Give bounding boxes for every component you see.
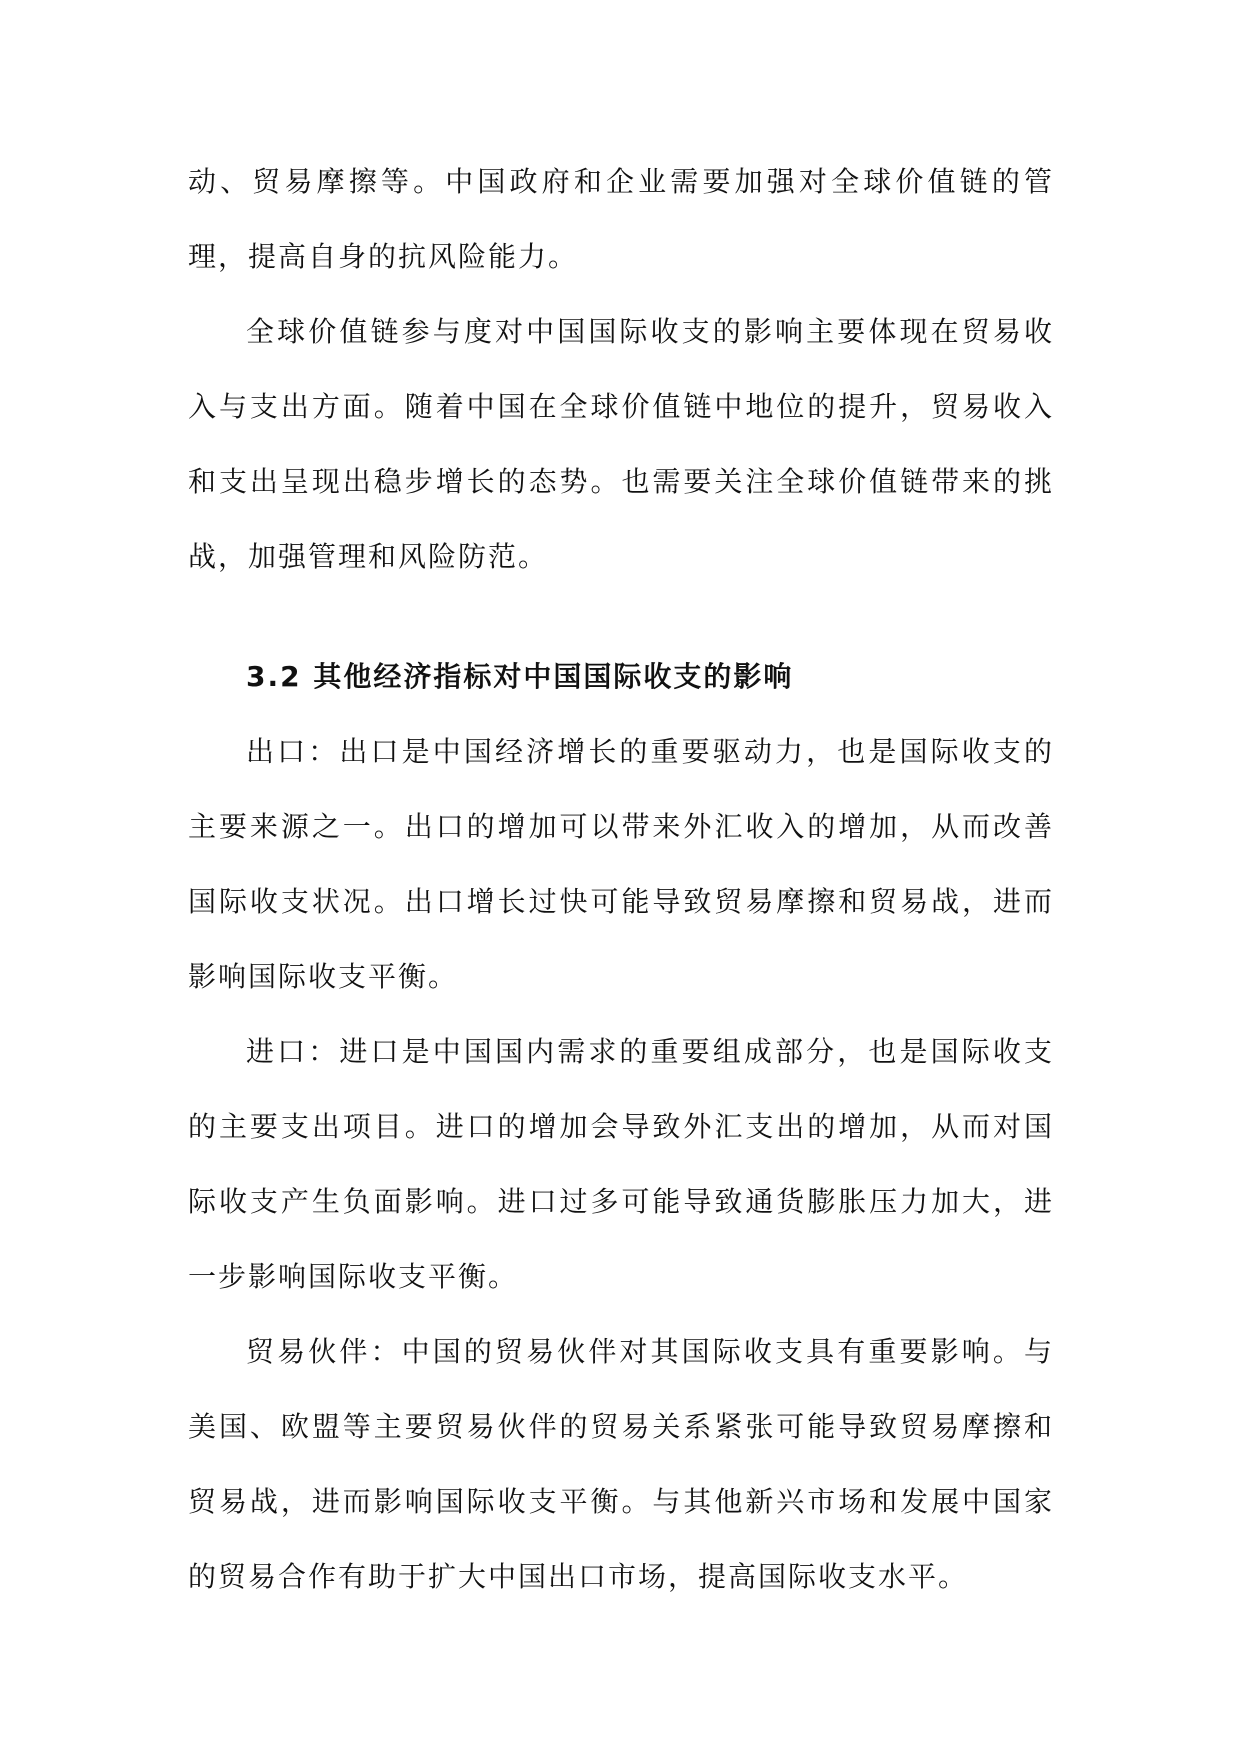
paragraph-imports: 进口：进口是中国国内需求的重要组成部分，也是国际收支的主要支出项目。进口的增加会导致外汇支出的增加，从而对国际收支产生负面影响。进口过多可能导致通货膨胀压力加大，进一步影响国际收支平衡。 bbox=[188, 1035, 1054, 1293]
paragraph-exports: 出口：出口是中国经济增长的重要驱动力，也是国际收支的主要来源之一。出口的增加可以带来外汇收入的增加，从而改善国际收支状况。出口增长过快可能导致贸易摩擦和贸易战，进而影响国际收支平衡。 bbox=[188, 735, 1054, 993]
paragraph-trade-partners: 贸易伙伴：中国的贸易伙伴对其国际收支具有重要影响。与美国、欧盟等主要贸易伙伴的贸易关系紧张可能导致贸易摩擦和贸易战，进而影响国际收支平衡。与其他新兴市场和发展中国家的贸易合作有助于扩大中国出口市场，提高国际收支水平。 bbox=[188, 1335, 1054, 1593]
document-body bbox=[188, 144, 1054, 1614]
section-heading: 3.2 其他经济指标对中国国际收支的影响 bbox=[246, 660, 794, 693]
paragraph-continuation: 动、贸易摩擦等。中国政府和企业需要加强对全球价值链的管理，提高自身的抗风险能力。 bbox=[188, 165, 1054, 273]
paragraph-gvc-impact: 全球价值链参与度对中国国际收支的影响主要体现在贸易收入与支出方面。随着中国在全球价值链中地位的提升，贸易收入和支出呈现出稳步增长的态势。也需要关注全球价值链带来的挑战，加强管理和风险防范。 bbox=[188, 315, 1054, 573]
